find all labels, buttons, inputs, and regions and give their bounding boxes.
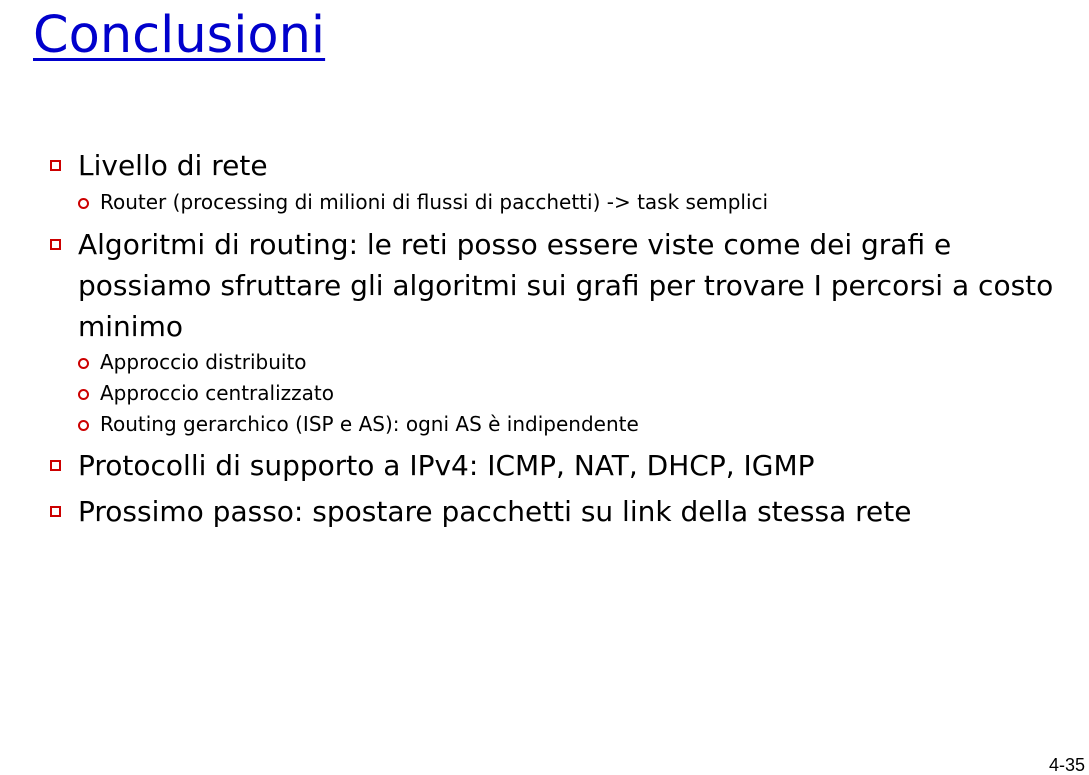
sub-bullet-list (78, 186, 1070, 219)
square-bullet-icon (50, 160, 61, 171)
bullet-item (50, 145, 1070, 219)
bullet-item (50, 491, 1070, 532)
sub-bullet-item (78, 409, 1070, 440)
circle-bullet-icon (78, 389, 89, 400)
square-bullet-icon (50, 239, 61, 250)
page-number: 4-35 (1048, 755, 1085, 775)
sub-bullet-item (78, 186, 1070, 219)
bullet-list (50, 145, 1070, 532)
bullet-item (50, 224, 1070, 440)
sub-bullet-list (78, 347, 1070, 440)
sub-bullet-text: Approccio centralizzato (100, 381, 334, 405)
bullet-text: Livello di rete (78, 149, 268, 182)
sub-bullet-text: Approccio distribuito (100, 350, 307, 374)
slide-title: Conclusioni (33, 6, 326, 65)
square-bullet-icon (50, 460, 61, 471)
square-bullet-icon (50, 506, 61, 517)
circle-bullet-icon (78, 358, 89, 369)
sub-bullet-text: Router (processing di milioni di flussi di pacchetti) -> task semplici (100, 190, 769, 214)
sub-bullet-item (78, 347, 1070, 378)
sub-bullet-text: Routing gerarchico (ISP e AS): ogni AS è indipendente (100, 412, 639, 436)
circle-bullet-icon (78, 198, 89, 209)
bullet-item (50, 445, 1070, 486)
circle-bullet-icon (78, 420, 89, 431)
bullet-text: Prossimo passo: spostare pacchetti su link della stessa rete (78, 495, 912, 528)
bullet-text: Algoritmi di routing: le reti posso essere viste come dei grafi e possiamo sfruttare gli algoritmi sui grafi per trovare I percorsi a costo minimo (78, 228, 1054, 343)
bullet-text: Protocolli di supporto a IPv4: ICMP, NAT, DHCP, IGMP (78, 449, 815, 482)
sub-bullet-item (78, 378, 1070, 409)
